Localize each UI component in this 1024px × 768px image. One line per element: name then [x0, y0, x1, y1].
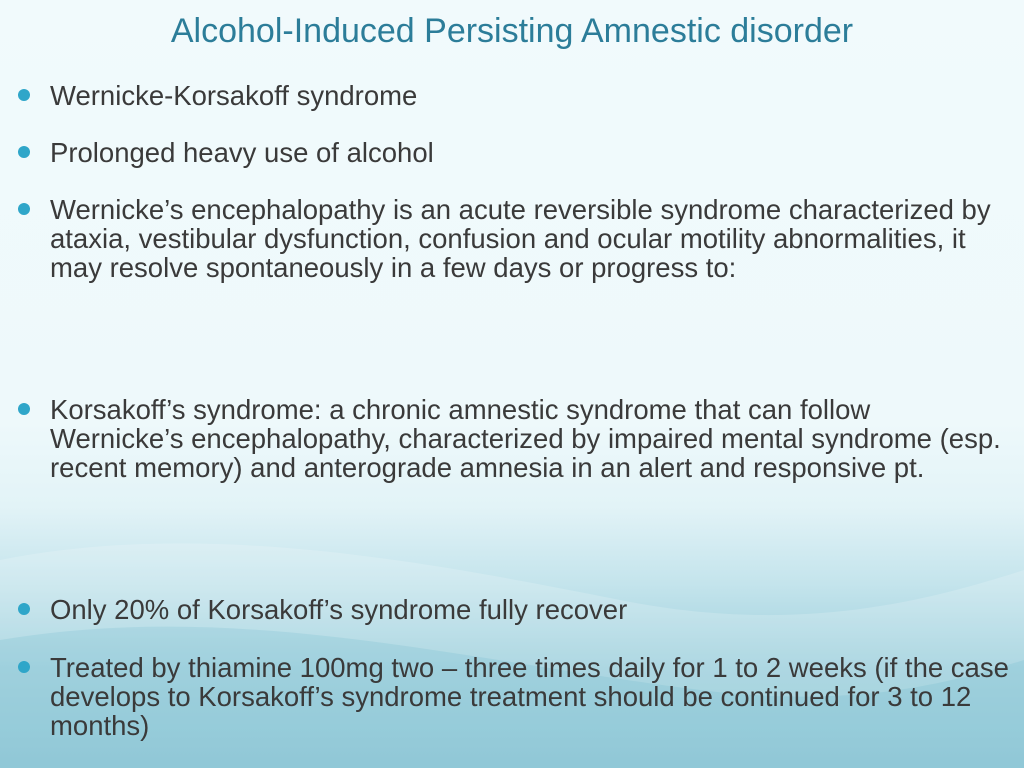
bullet-item — [50, 595, 1010, 624]
bullet-icon — [18, 146, 30, 158]
bullet-text: Korsakoff’s syndrome: a chronic amnestic syndrome that can follow Wernicke’s encephalopathy, characterized by impaired mental syndrome (esp. recent memory) and anterograde amnesia in an alert and responsive pt. — [50, 394, 1001, 483]
bullet-item — [50, 195, 1010, 282]
bullet-item — [50, 653, 1010, 740]
bullet-text: Wernicke-Korsakoff syndrome — [50, 80, 418, 111]
bullet-text: Only 20% of Korsakoff’s syndrome fully recover — [50, 594, 628, 625]
bullet-icon — [18, 403, 30, 415]
bullet-icon — [18, 603, 30, 615]
slide-title: Alcohol-Induced Persisting Amnestic disorder — [170, 12, 854, 50]
bullet-icon — [18, 661, 30, 673]
bullet-icon — [18, 89, 30, 101]
bullet-text: Treated by thiamine 100mg two – three times daily for 1 to 2 weeks (if the case develops to Korsakoff’s syndrome treatment should be continued for 3 to 12 months) — [50, 652, 1009, 741]
bullet-icon — [18, 203, 30, 215]
bullet-text: Prolonged heavy use of alcohol — [50, 137, 434, 168]
bullet-item — [50, 81, 1010, 110]
bullet-item — [50, 395, 1010, 482]
bullet-text: Wernicke’s encephalopathy is an acute reversible syndrome characterized by ataxia, vestibular dysfunction, confusion and ocular motility abnormalities, it may resolve spontaneously in a few days or progress to: — [50, 194, 991, 283]
bullet-item — [50, 138, 1010, 167]
